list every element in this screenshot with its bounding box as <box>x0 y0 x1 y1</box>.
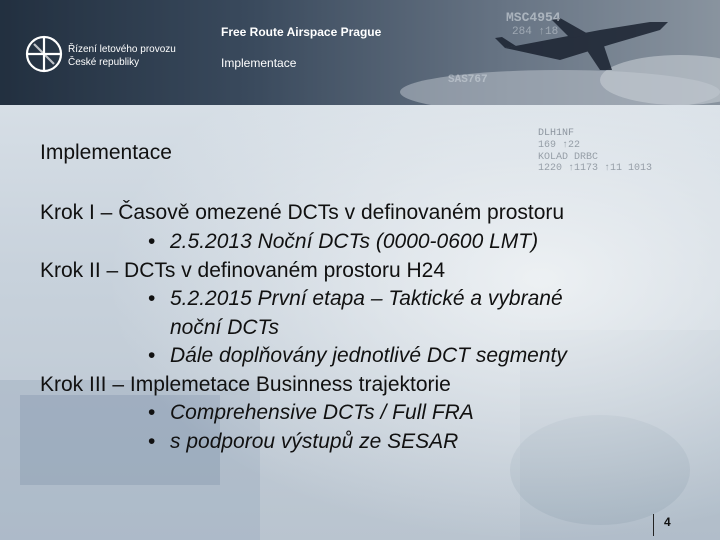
bullet-text: 5.2.2015 První etapa – Taktické a vybrané <box>170 287 563 310</box>
header-subtitle: Implementace <box>221 56 297 70</box>
page-number: 4 <box>664 515 671 529</box>
bullet-glyph: • <box>148 430 156 453</box>
radar-label-5: 169 ↑22 <box>538 140 581 151</box>
bullet-item <box>148 430 458 454</box>
bullet-item <box>148 344 567 368</box>
radar-label-2: 284 ↑18 <box>512 26 559 38</box>
bullet-continuation: noční DCTs <box>170 316 279 339</box>
radar-label-4: DLH1NF <box>538 128 575 139</box>
radar-label-6: KOLAD DRBC <box>538 152 599 163</box>
bullet-glyph: • <box>148 230 156 253</box>
radar-label-1: MSC4954 <box>506 10 561 25</box>
bullet-item <box>148 401 474 425</box>
bullet-glyph: • <box>148 287 156 310</box>
bullet-item <box>148 230 538 254</box>
radar-label-7: 1220 ↑1173 ↑11 1013 <box>538 163 653 174</box>
bullet-glyph: • <box>148 344 156 367</box>
step-1: Krok I – Časově omezené DCTs v definovaném prostoru <box>40 201 565 224</box>
bullet-text: Dále doplňovány jednotlivé DCT segmenty <box>170 344 567 367</box>
page-number-divider <box>653 514 654 536</box>
bullet-item <box>148 287 563 311</box>
header-title: Free Route Airspace Prague <box>221 25 382 39</box>
bullet-glyph: • <box>148 401 156 424</box>
bullet-text: 2.5.2013 Noční DCTs (0000-0600 LMT) <box>170 230 539 253</box>
bullet-text: Comprehensive DCTs / Full FRA <box>170 401 474 424</box>
bullet-text: s podporou výstupů ze SESAR <box>170 430 459 453</box>
slide-title: Implementace <box>40 141 172 164</box>
step-2: Krok II – DCTs v definovaném prostoru H24 <box>40 259 446 282</box>
radar-label-3: SAS767 <box>448 74 488 86</box>
org-name-line1: Řízení letového provozu <box>68 44 176 55</box>
step-3: Krok III – Implemetace Businness trajektorie <box>40 373 451 396</box>
org-name-line2: České republiky <box>68 57 140 68</box>
